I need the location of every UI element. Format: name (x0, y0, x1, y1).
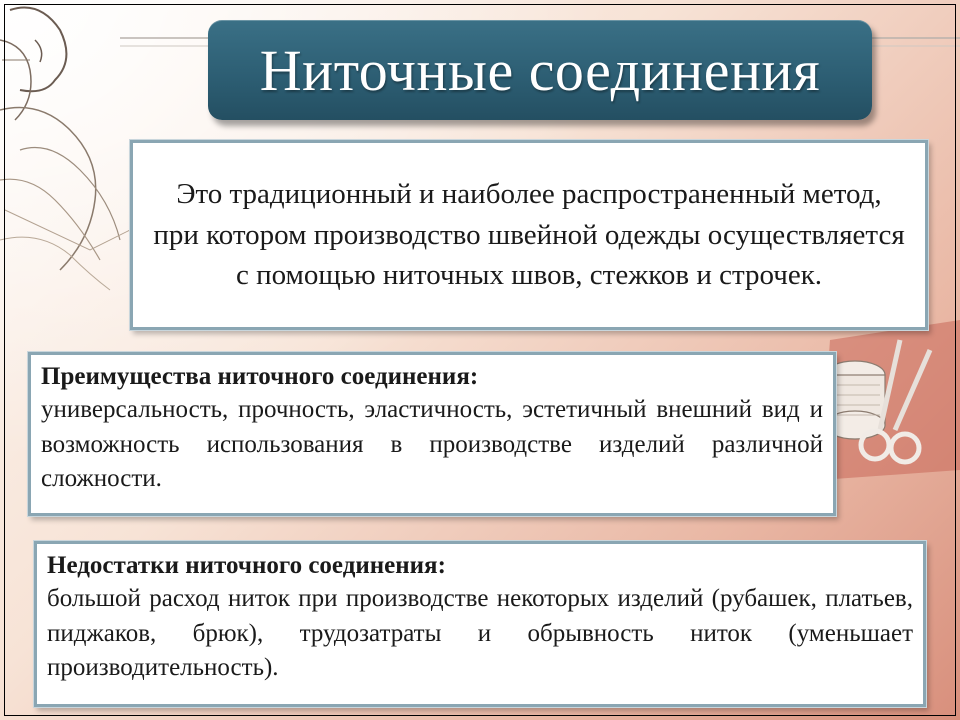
advantages-text: универсальность, прочность, эластичность, эстетичный внешний вид и возможность использования в производстве изделий различной сложности. (41, 396, 823, 492)
disadvantages-heading: Недостатки ниточного соединения: (47, 552, 446, 579)
advantages-box (28, 352, 836, 516)
page-title: Ниточные соединения (259, 37, 821, 103)
advantages-heading: Преимущества ниточного соединения: (41, 363, 479, 390)
definition-box (130, 140, 928, 330)
disadvantages-text: большой расход ниток при производстве некоторых изделий (рубашек, платьев, пиджаков, брюк), трудозатраты и обрывность ниток (уменьшает производительность). (47, 585, 913, 681)
disadvantages-box (34, 541, 926, 707)
definition-text: Это традиционный и наиболее распространенный метод, при котором производство швейной одежды осуществляется с помощью ниточных швов, стежков и строчек. (153, 178, 905, 292)
title-banner (208, 20, 872, 120)
seamstress-sketch-icon (0, 0, 140, 300)
